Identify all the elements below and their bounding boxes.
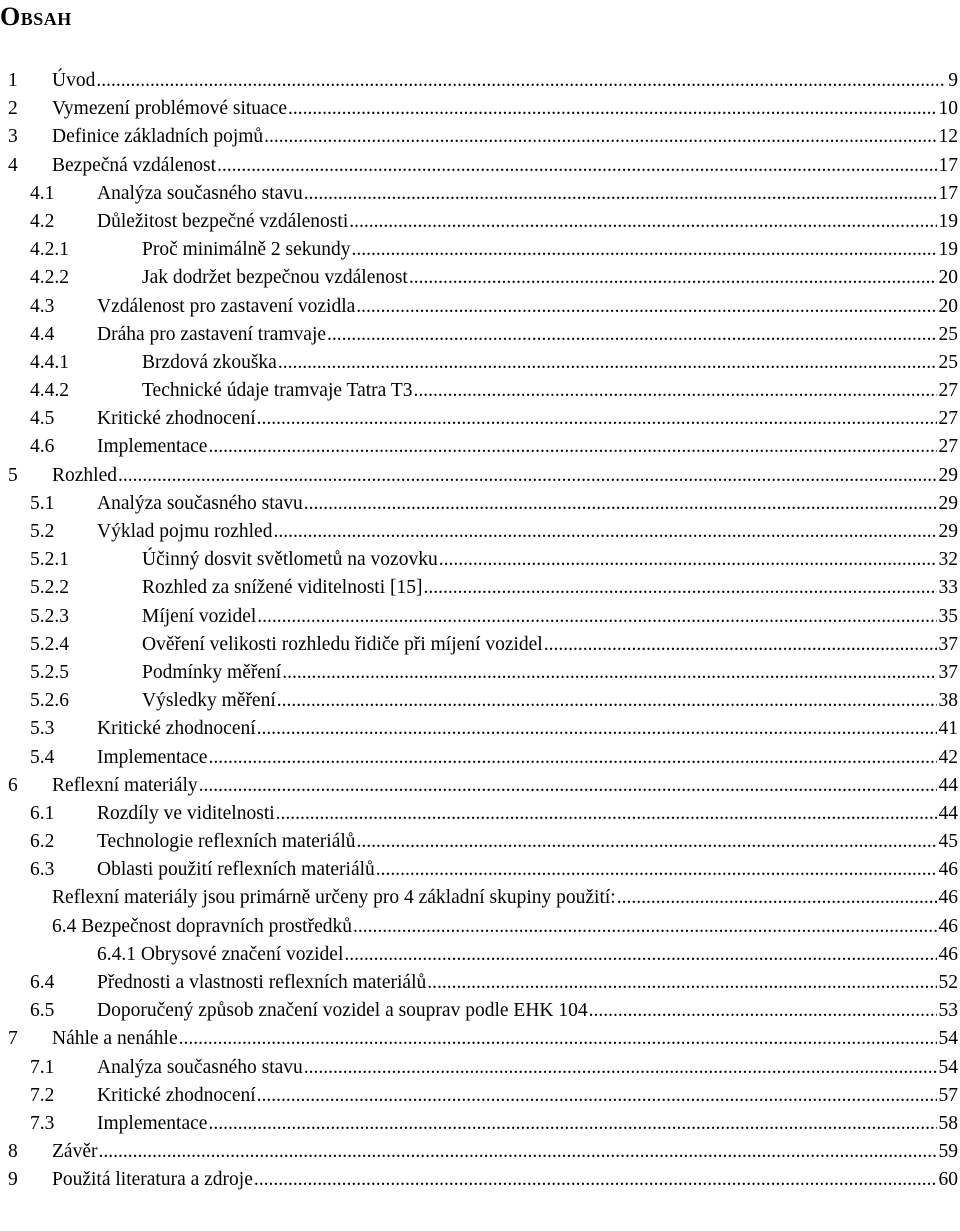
toc-dot-leader [356,828,937,856]
toc-entry-number: 7.3 [30,1112,55,1134]
toc-entry-number: 5.2.2 [30,577,69,599]
toc-entry-label: Analýza současného stavu [97,1056,303,1078]
toc-entry-label: Ověření velikosti rozhledu řidiče při míjení vozidel [142,633,543,655]
toc-entry-page-number: 17 [938,154,958,176]
toc-entry-page-number: 44 [938,774,958,796]
toc-entry-line [97,208,958,236]
toc-entry[interactable] [0,433,958,461]
toc-entry-number: 5.2.3 [30,605,69,627]
toc-entry-number: 3 [8,126,18,148]
toc-entry-label: Závěr [52,1141,98,1163]
toc-entry[interactable] [0,349,958,377]
toc-dot-leader [256,1082,937,1110]
toc-entry-label: Implementace [97,746,208,768]
toc-dot-leader [207,433,936,461]
toc-entry-number: 6.5 [30,1000,55,1022]
toc-dot-leader [426,969,936,997]
toc-entry[interactable] [0,941,958,969]
toc-entry[interactable] [0,377,958,405]
toc-entry-line [97,1054,958,1082]
toc-entry-number: 2 [8,98,18,120]
toc-entry-label: Technické údaje tramvaje Tatra T3 [142,380,413,402]
toc-entry-page-number: 17 [938,182,958,204]
toc-entry-line [52,1025,958,1053]
toc-entry-number: 5.2.4 [30,633,69,655]
toc-dot-leader [303,1054,937,1082]
toc-entry-label: Kritické zhodnocení [97,718,256,740]
toc-entry-line [142,631,958,659]
toc-entry-label: Kritické zhodnocení [97,408,256,430]
toc-dot-leader [326,321,936,349]
toc-entry-line [142,349,958,377]
toc-entry-line [52,95,958,123]
toc-entry-number: 5.4 [30,746,55,768]
toc-entry-label: Technologie reflexních materiálů [97,831,356,853]
toc-entry[interactable] [0,631,958,659]
toc-entry-label: Implementace [97,1112,208,1134]
toc-entry-label: Proč minimálně 2 sekundy [142,239,351,261]
toc-entry[interactable] [0,800,958,828]
toc-entry-page-number: 27 [938,408,958,430]
toc-entry[interactable] [0,1054,958,1082]
toc-entry-page-number: 42 [938,746,958,768]
toc-entry-line [142,377,958,405]
toc-dot-leader [207,744,936,772]
toc-entry-number: 5.2 [30,521,55,542]
toc-entry-line [97,856,958,884]
toc-entry-label: Bezpečná vzdálenost [52,154,217,176]
toc-entry-line [142,264,958,292]
toc-entry-label: Vymezení problémové situace [52,98,287,120]
toc-entry[interactable] [0,236,958,264]
toc-entry-page-number: 19 [938,210,958,232]
toc-dot-leader [355,293,936,321]
toc-dot-leader [348,208,936,236]
toc-entry[interactable] [0,546,958,574]
toc-entry-label: 6.4.1 Obrysové značení vozidel [97,943,344,965]
toc-entry[interactable] [0,490,958,518]
toc-entry[interactable] [0,293,958,321]
toc-dot-leader [178,1025,937,1053]
toc-dot-leader [616,884,937,912]
toc-entry-label: Použitá literatura a zdroje [52,1169,253,1191]
toc-entry-page-number: 12 [938,126,958,148]
toc-dot-leader [207,1110,936,1138]
toc-entry-page-number: 58 [938,1112,958,1134]
toc-entry[interactable] [0,659,958,687]
toc-entry[interactable] [0,123,958,151]
toc-entry-page-number: 53 [938,1000,958,1022]
toc-entry-label: Vzdálenost pro zastavení vozidla [97,295,356,317]
toc-entry[interactable] [0,152,958,180]
toc-dot-leader [276,687,937,715]
toc-entry-label: Účinný dosvit světlometů na vozovku [142,549,438,571]
toc-entry-number: 7.1 [30,1056,55,1078]
toc-entry-number: 4.2.1 [30,239,69,261]
toc-entry-label: Brzdová zkouška [142,351,277,373]
toc-entry-page-number: 25 [938,351,958,373]
table-of-contents [0,67,958,1195]
toc-entry-label: Jak dodržet bezpečnou vzdálenost [142,267,408,289]
toc-entry-page-number: 44 [938,802,958,824]
toc-entry[interactable] [0,180,958,208]
toc-dot-leader [95,67,946,95]
toc-entry[interactable] [0,1110,958,1138]
toc-entry-page-number: 54 [938,1028,958,1050]
toc-entry-number: 4.5 [30,408,55,430]
toc-dot-leader [216,152,936,180]
toc-entry-label: Rozhled za snížené viditelnosti [15] [142,577,423,599]
toc-entry-label: Rozhled [52,464,117,486]
toc-entry[interactable] [0,687,958,715]
toc-entry[interactable] [0,208,958,236]
toc-dot-leader [253,1166,937,1194]
toc-entry-line [97,433,958,461]
toc-entry-page-number: 45 [938,831,958,853]
toc-entry-label: Reflexní materiály jsou primárně určeny pro 4 základní skupiny použití: [52,887,616,909]
toc-entry-page-number: 41 [938,718,958,740]
toc-dot-leader [303,490,937,518]
toc-entry[interactable] [0,67,958,95]
toc-entry-page-number: 19 [938,239,958,261]
toc-entry-page-number: 46 [938,887,958,909]
toc-entry[interactable] [0,997,958,1025]
toc-entry[interactable] [0,884,958,912]
toc-entry-label: Podmínky měření [142,661,282,683]
toc-entry-line [52,884,958,912]
toc-entry-number: 4 [8,154,18,176]
toc-entry-line [97,490,958,518]
toc-dot-leader [423,574,937,602]
toc-entry-page-number: 60 [938,1169,958,1191]
toc-entry-number: 4.3 [30,295,55,317]
toc-entry-page-number: 32 [938,549,958,571]
toc-entry-number: 5.2.1 [30,549,69,571]
toc-dot-leader [256,405,937,433]
toc-entry[interactable] [0,856,958,884]
toc-entry[interactable] [0,95,958,123]
toc-entry[interactable] [0,1025,958,1053]
toc-dot-leader [256,715,937,743]
toc-entry-label: Implementace [97,436,208,458]
toc-entry-number: 6 [8,774,18,796]
toc-entry-line [97,997,958,1025]
toc-entry[interactable] [0,462,958,490]
toc-dot-leader [351,236,937,264]
toc-entry-page-number: 38 [938,690,958,712]
toc-entry-number: 4.2 [30,210,55,232]
toc-dot-leader [588,997,937,1025]
toc-entry-line [52,913,958,941]
toc-entry-line [142,236,958,264]
toc-entry[interactable] [0,772,958,800]
toc-entry-line [97,715,958,743]
toc-entry-page-number: 33 [938,577,958,599]
toc-entry-line [97,518,958,546]
toc-entry-label: Úvod [52,70,96,91]
toc-entry-label: Analýza současného stavu [97,492,303,514]
toc-entry-label: Dráha pro zastavení tramvaje [97,323,327,345]
toc-entry-page-number: 20 [938,267,958,289]
toc-dot-leader [281,659,936,687]
toc-entry-line [52,462,958,490]
toc-entry-line [52,772,958,800]
toc-dot-leader [413,377,937,405]
toc-entry[interactable] [0,321,958,349]
toc-entry-page-number: 29 [938,492,958,514]
toc-entry-page-number: 52 [938,972,958,993]
toc-entry-label: Výklad pojmu rozhled [97,521,273,542]
toc-entry-label: Oblasti použití reflexních materiálů [97,859,375,881]
toc-entry-page-number: 25 [938,323,958,345]
toc-entry-number: 8 [8,1141,18,1163]
toc-dot-leader [408,264,937,292]
toc-entry-line [97,180,958,208]
toc-dot-leader [543,631,937,659]
toc-entry-line [97,321,958,349]
toc-dot-leader [352,913,936,941]
toc-entry-number: 7 [8,1028,18,1050]
toc-entry[interactable] [0,574,958,602]
toc-entry-page-number: 46 [938,915,958,937]
toc-entry-label: 6.4 Bezpečnost dopravních prostředků [52,915,353,937]
page-title: Obsah [0,2,72,31]
toc-entry[interactable] [0,828,958,856]
toc-entry-label: Doporučený způsob značení vozidel a souprav podle EHK 104 [97,1000,588,1022]
toc-entry-label: Analýza současného stavu [97,182,303,204]
toc-entry[interactable] [0,264,958,292]
toc-entry[interactable] [0,518,958,546]
toc-entry-line [97,1082,958,1110]
toc-entry-page-number: 35 [938,605,958,627]
toc-entry-label: Důležitost bezpečné vzdálenosti [97,210,349,232]
toc-entry-page-number: 20 [938,295,958,317]
toc-entry[interactable] [0,603,958,631]
toc-entry-label: Kritické zhodnocení [97,1084,256,1106]
toc-entry-page-number: 9 [948,70,958,91]
toc-dot-leader [263,123,936,151]
toc-entry-line [97,744,958,772]
toc-entry-label: Míjení vozidel [142,605,257,627]
toc-entry-page-number: 37 [938,633,958,655]
toc-dot-leader [303,180,937,208]
toc-entry-line [52,123,958,151]
toc-entry-number: 4.6 [30,436,55,458]
toc-dot-leader [272,518,936,546]
toc-entry-page-number: 29 [938,521,958,542]
toc-entry-line [52,67,958,95]
toc-entry[interactable] [0,1138,958,1166]
toc-entry-line [97,941,958,969]
toc-entry[interactable] [0,969,958,997]
toc-dot-leader [375,856,937,884]
toc-entry-label: Přednosti a vlastnosti reflexních materiálů [97,972,427,993]
toc-entry-line [142,546,958,574]
toc-entry-number: 4.4.1 [30,351,69,373]
toc-entry[interactable] [0,715,958,743]
toc-entry-line [142,603,958,631]
toc-dot-leader [275,800,937,828]
toc-entry-number: 6.1 [30,802,55,824]
toc-dot-leader [277,349,937,377]
toc-entry-line [52,152,958,180]
toc-entry-line [97,293,958,321]
toc-entry-line [97,1110,958,1138]
toc-entry-label: Reflexní materiály [52,774,198,796]
toc-entry[interactable] [0,1166,958,1194]
toc-dot-leader [117,462,937,490]
toc-entry[interactable] [0,1082,958,1110]
toc-entry[interactable] [0,744,958,772]
toc-entry-number: 4.4.2 [30,380,69,402]
toc-entry-line [52,1138,958,1166]
toc-dot-leader [343,941,936,969]
toc-entry-number: 6.4 [30,972,55,993]
toc-entry-number: 9 [8,1169,18,1191]
toc-entry-page-number: 57 [938,1084,958,1106]
toc-entry-page-number: 37 [938,661,958,683]
toc-entry-line [97,969,958,997]
toc-entry-page-number: 46 [938,943,958,965]
toc-dot-leader [198,772,937,800]
toc-entry-label: Definice základních pojmů [52,126,264,148]
toc-entry-page-number: 54 [938,1056,958,1078]
toc-dot-leader [438,546,937,574]
toc-entry-page-number: 29 [938,464,958,486]
toc-entry-label: Náhle a nenáhle [52,1028,178,1050]
toc-entry-number: 5.2.6 [30,690,69,712]
toc-entry-number: 4.1 [30,182,55,204]
toc-entry-number: 4.2.2 [30,267,69,289]
toc-entry-page-number: 27 [938,436,958,458]
toc-dot-leader [287,95,937,123]
toc-entry-number: 7.2 [30,1084,55,1106]
toc-entry-page-number: 46 [938,859,958,881]
toc-entry[interactable] [0,913,958,941]
toc-entry-number: 5.3 [30,718,55,740]
toc-entry-line [97,800,958,828]
toc-entry-number: 5 [8,464,18,486]
toc-entry-number: 5.2.5 [30,661,69,683]
toc-entry-number: 1 [8,70,18,91]
toc-entry-page-number: 10 [938,98,958,120]
toc-dot-leader [97,1138,936,1166]
toc-entry-number: 6.2 [30,831,55,853]
toc-entry-label: Výsledky měření [142,690,276,712]
toc-entry-number: 4.4 [30,323,55,345]
toc-entry[interactable] [0,405,958,433]
toc-entry-line [142,659,958,687]
toc-entry-number: 6.3 [30,859,55,881]
toc-entry-line [52,1166,958,1194]
toc-dot-leader [256,603,936,631]
toc-entry-label: Rozdíly ve viditelnosti [97,802,275,824]
toc-entry-page-number: 59 [938,1141,958,1163]
toc-entry-page-number: 27 [938,380,958,402]
toc-entry-line [142,687,958,715]
toc-entry-number: 5.1 [30,492,55,514]
toc-entry-line [97,405,958,433]
toc-entry-line [97,828,958,856]
toc-entry-line [142,574,958,602]
